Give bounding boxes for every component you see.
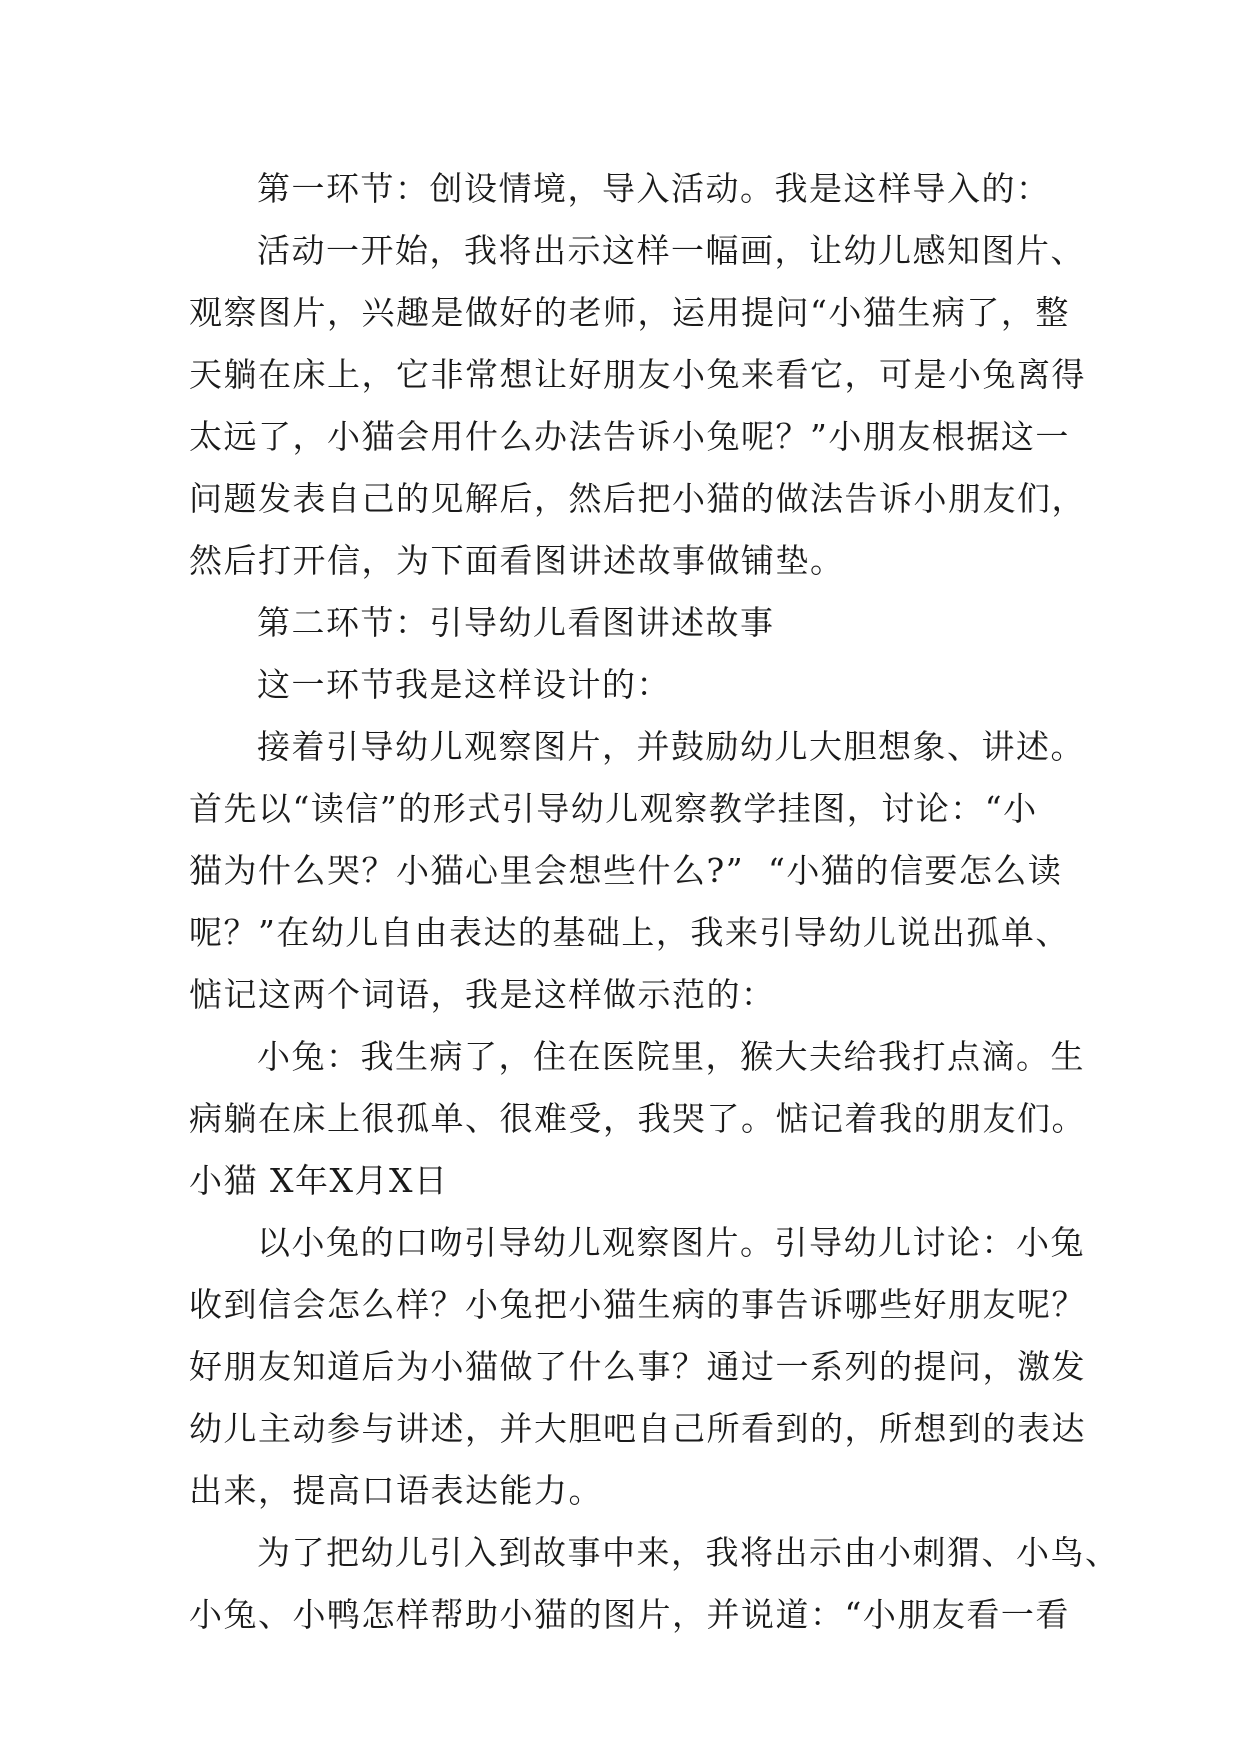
section-heading: 第二环节：引导幼儿看图讲述故事 [257,603,775,642]
paragraph-line: 然后打开信，为下面看图讲述故事做铺垫。 [189,541,845,580]
paragraph-line: 接着引导幼儿观察图片，并鼓励幼儿大胆想象、讲述。 [257,727,1085,766]
paragraph-line: 观察图片，兴趣是做好的老师，运用提问“小猫生病了，整 [189,293,1070,332]
letter-line: 小兔：我生病了，住在医院里，猴大夫给我打点滴。生 [257,1037,1085,1076]
letter-signature: 小猫 X年X月X日 [189,1161,449,1200]
paragraph-line: 小兔、小鸭怎样帮助小猫的图片，并说道：“小朋友看一看 [189,1595,1070,1634]
paragraph-line: 问题发表自己的见解后，然后把小猫的做法告诉小朋友们， [189,479,1086,518]
paragraph-line: 天躺在床上，它非常想让好朋友小兔来看它，可是小兔离得 [189,355,1086,394]
paragraph-line: 好朋友知道后为小猫做了什么事？通过一系列的提问，激发 [189,1347,1086,1386]
paragraph-line: 幼儿主动参与讲述，并大胆吧自己所看到的，所想到的表达 [189,1409,1086,1448]
paragraph-line: 以小兔的口吻引导幼儿观察图片。引导幼儿讨论：小兔 [257,1223,1085,1262]
paragraph-line: 首先以“读信”的形式引导幼儿观察教学挂图，讨论：“小 [189,789,1038,828]
paragraph-line: 这一环节我是这样设计的： [257,665,671,704]
paragraph-line: 收到信会怎么样？小兔把小猫生病的事告诉哪些好朋友呢？ [189,1285,1086,1324]
paragraph-line: 猫为什么哭？小猫心里会想些什么?” “小猫的信要怎么读 [189,851,1063,890]
paragraph-line: 太远了，小猫会用什么办法告诉小兔呢？”小朋友根据这一 [189,417,1070,456]
paragraph-line: 惦记这两个词语，我是这样做示范的： [189,975,776,1014]
paragraph-line: 活动一开始，我将出示这样一幅画，让幼儿感知图片、 [257,231,1085,270]
document-body [189,158,1120,1646]
paragraph-line: 出来，提高口语表达能力。 [189,1471,603,1510]
paragraph-line: 呢？”在幼儿自由表达的基础上，我来引导幼儿说出孤单、 [189,913,1070,952]
letter-line: 病躺在床上很孤单、很难受，我哭了。惦记着我的朋友们。 [189,1099,1086,1138]
paragraph-line: 为了把幼儿引入到故事中来，我将出示由小刺猬、小鸟、 [257,1533,1120,1572]
paragraph-line: 第一环节：创设情境，导入活动。我是这样导入的： [257,169,1051,208]
